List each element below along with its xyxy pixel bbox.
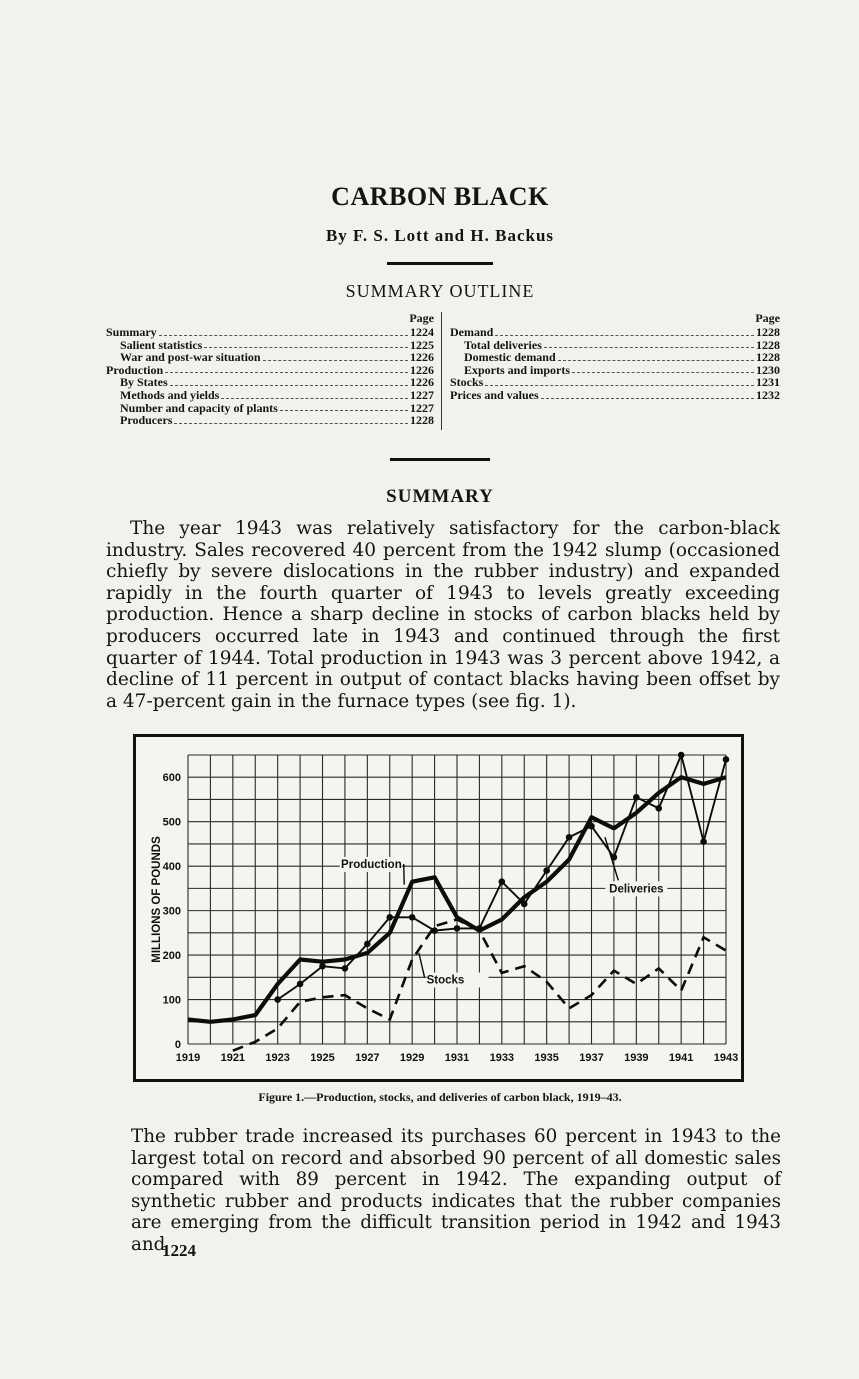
outline-entry-label: Salient statistics xyxy=(120,337,203,352)
leader-dots xyxy=(159,335,408,336)
outline-entry xyxy=(450,389,780,402)
outline-entry-page: 1228 xyxy=(756,325,780,339)
outline-entry-label: Demand xyxy=(450,325,494,339)
outline-entry-label: Stocks xyxy=(450,375,484,390)
outline-entry-page: 1231 xyxy=(756,375,780,390)
outline-entry-label: Producers xyxy=(120,413,173,428)
outline-entry-page: 1225 xyxy=(410,337,434,352)
y-tick-label: 400 xyxy=(162,861,181,874)
outline-entry xyxy=(106,351,434,364)
x-tick-label: 1937 xyxy=(579,1052,604,1064)
leader-dots xyxy=(544,347,754,348)
x-tick-label: 1921 xyxy=(220,1052,246,1064)
y-tick-label: 200 xyxy=(162,950,181,963)
x-tick-label: 1943 xyxy=(713,1052,739,1064)
series-label: Production xyxy=(341,858,402,871)
outline-entry xyxy=(450,364,780,377)
x-tick-label: 1933 xyxy=(489,1052,515,1064)
y-tick-label: 300 xyxy=(162,905,181,918)
annotation-leader xyxy=(419,953,425,978)
document-title: CARBON BLACK xyxy=(331,182,549,211)
x-tick-label: 1925 xyxy=(310,1052,335,1064)
outline-entry-page: 1228 xyxy=(756,350,780,365)
figure-caption: Figure 1.—Production, stocks, and deliveries of carbon black, 1919–43. xyxy=(258,1090,622,1104)
deliveries-point xyxy=(499,878,506,885)
deliveries-point xyxy=(700,838,707,845)
x-tick-label: 1927 xyxy=(355,1052,380,1064)
deliveries-point xyxy=(319,963,326,970)
leader-dots xyxy=(495,335,754,336)
leader-dots xyxy=(204,347,408,348)
x-tick-label: 1931 xyxy=(444,1052,470,1064)
deliveries-point xyxy=(521,901,528,908)
outline-page-label: Page xyxy=(409,311,434,325)
outline-entry-label: Production xyxy=(106,362,164,377)
x-tick-label: 1923 xyxy=(265,1052,290,1064)
body-paragraph: The rubber trade increased its purchases 60 percent in 1943 to the largest total on record and absorbed 90 percent of all domestic sales compared with 89 percent in 1942. The expanding output of synthetic rubber and products indicates that the rubber companies are emerging from the difficult transition period in 1942 and 1943 and xyxy=(131,1126,781,1255)
outline-entry-label: By States xyxy=(120,375,168,390)
leader-dots xyxy=(572,372,754,373)
x-tick-label: 1919 xyxy=(175,1052,201,1064)
outline-entry xyxy=(106,389,434,402)
y-tick-label: 100 xyxy=(162,994,181,1007)
series-label: Stocks xyxy=(426,974,465,987)
outline-entry xyxy=(450,326,780,339)
summary-paragraph: The year 1943 was relatively satisfactory for the carbon-black industry. Sales recovered 40 percent from the 1942 slump (occasioned chiefly by severe dislocations in the rubber industry) and expanded rapidly in the fourth quarter of 1943 to levels greatly exceeding production. Hence a sharp decline in stocks of carbon blacks held by producers occurred late in 1943 and continued through the first quarter of 1944. Total production in 1943 was 3 percent above 1942, a decline of 11 percent in output of contact blacks having been offset by a 47-percent gain in the furnace types (see fig. 1). xyxy=(106,518,780,712)
leader-dots xyxy=(541,398,754,399)
outline-entry xyxy=(450,351,780,364)
outline-entry-page: 1226 xyxy=(410,375,434,390)
leader-dots xyxy=(170,385,408,386)
deliveries-point xyxy=(342,965,349,972)
deliveries-point xyxy=(274,996,281,1003)
outline-entry-page: 1226 xyxy=(410,350,434,365)
outline-entry-page: 1232 xyxy=(756,387,780,402)
y-axis-label: MILLIONS OF POUNDS xyxy=(151,836,163,963)
summary-heading: SUMMARY xyxy=(386,486,494,507)
leader-dots xyxy=(280,410,408,411)
deliveries-point xyxy=(588,823,595,830)
outline-entry-page: 1224 xyxy=(410,325,434,339)
outline-entry-label: Methods and yields xyxy=(120,387,220,402)
outline-heading: SUMMARY OUTLINE xyxy=(345,281,535,301)
outline-entry-page: 1227 xyxy=(410,400,434,415)
outline-entry-page: 1227 xyxy=(410,387,434,402)
outline-entry-label: Total deliveries xyxy=(464,337,542,352)
author-byline: By F. S. Lott and H. Backus xyxy=(325,226,555,245)
deliveries-point xyxy=(409,914,416,921)
deliveries-point xyxy=(723,756,730,763)
outline-entry-page: 1228 xyxy=(410,413,434,428)
outline-left-column xyxy=(106,312,434,427)
outline-entry xyxy=(106,326,434,339)
leader-dots xyxy=(558,360,754,361)
deliveries-point xyxy=(364,941,371,948)
outline-entry-label: Exports and imports xyxy=(464,362,571,377)
outline-divider xyxy=(441,312,442,430)
y-tick-label: 500 xyxy=(162,816,181,829)
x-tick-label: 1941 xyxy=(668,1052,694,1064)
page-number: 1224 xyxy=(162,1241,196,1260)
outline-page-label: Page xyxy=(755,311,780,325)
leader-dots xyxy=(221,398,408,399)
deliveries-point xyxy=(297,981,304,988)
series-label: Deliveries xyxy=(609,883,664,896)
deliveries-point xyxy=(566,834,573,841)
x-tick-label: 1939 xyxy=(624,1052,649,1064)
leader-dots xyxy=(165,372,408,373)
outline-right-column xyxy=(450,312,780,402)
outline-entry-page: 1228 xyxy=(756,337,780,352)
y-tick-label: 0 xyxy=(174,1039,181,1051)
deliveries-point xyxy=(678,752,685,759)
title-rule xyxy=(387,262,493,265)
outline-entry-label: Summary xyxy=(106,325,157,339)
leader-dots xyxy=(263,360,408,361)
outline-entry-page: 1226 xyxy=(410,362,434,377)
deliveries-point xyxy=(386,914,393,921)
outline-entry xyxy=(106,414,434,427)
outline-entry-label: Number and capacity of plants xyxy=(120,400,278,415)
x-tick-label: 1935 xyxy=(534,1052,559,1064)
leader-dots xyxy=(485,385,754,386)
deliveries-point xyxy=(655,805,662,812)
outline-entry-label: Domestic demand xyxy=(464,350,556,365)
y-tick-label: 600 xyxy=(162,772,181,785)
outline-entry-label: Prices and values xyxy=(450,387,539,402)
production-chart xyxy=(136,737,741,1079)
outline-entry-page: 1230 xyxy=(756,362,780,377)
outline-entry-label: War and post-war situation xyxy=(120,350,261,365)
leader-dots xyxy=(174,423,408,424)
deliveries-point xyxy=(454,925,461,932)
deliveries-point xyxy=(633,794,640,801)
outline-rule xyxy=(390,458,490,461)
deliveries-point xyxy=(543,867,550,874)
x-tick-label: 1929 xyxy=(399,1052,425,1064)
